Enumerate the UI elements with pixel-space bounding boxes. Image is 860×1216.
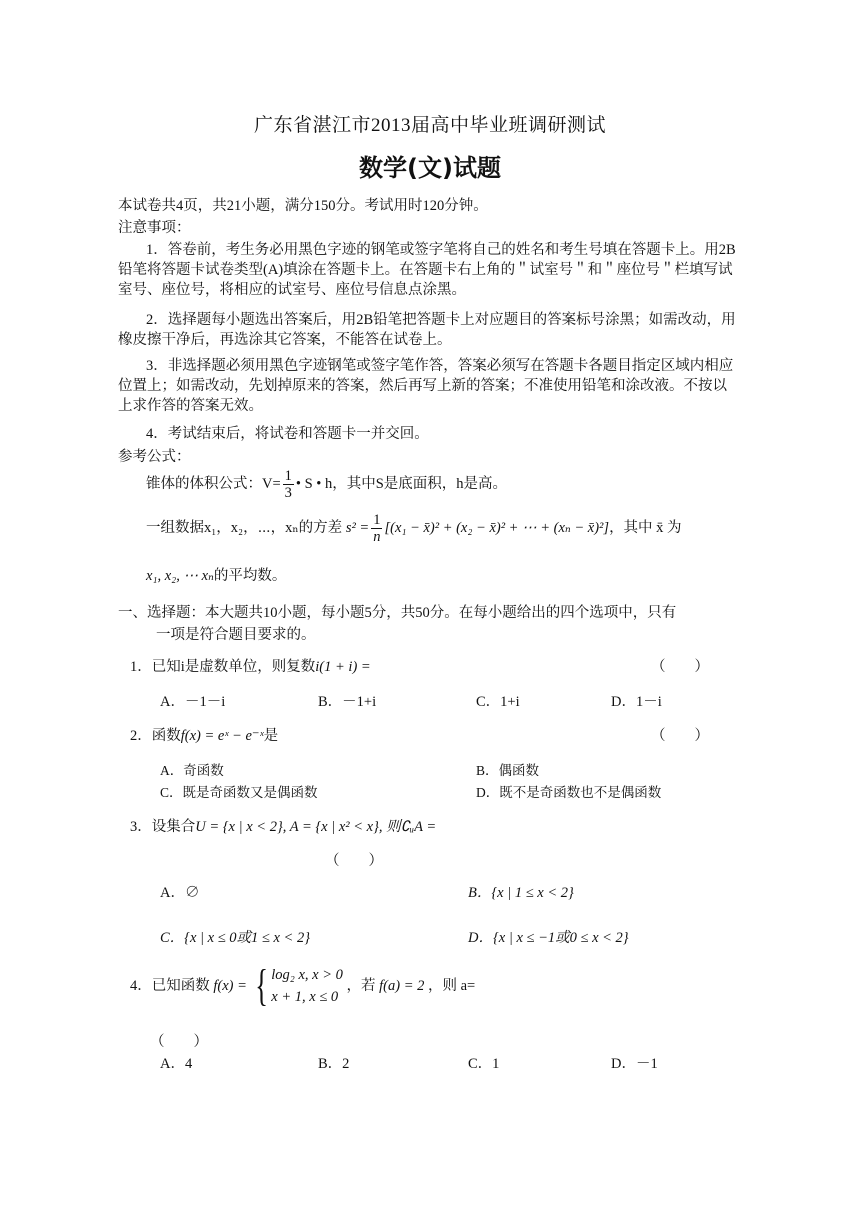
question-1-option-a: A．－1－i	[160, 694, 226, 710]
question-1-option-d: D．1－i	[611, 694, 662, 710]
question-4-text-end: ，则 a=	[428, 978, 476, 994]
question-4-stem	[130, 961, 476, 1010]
exam-intro: 本试卷共4页，共21小题，满分150分。考试用时120分钟。	[118, 198, 488, 214]
question-3-stem	[130, 817, 436, 837]
formula-variance	[146, 512, 682, 545]
question-1-option-b: B．－1+i	[318, 694, 377, 710]
section-one-heading: 一、选择题：本大题共10小题，每小题5分，共50分。在每小题给出的四个选项中，只有	[118, 605, 677, 621]
question-1-text: 1．已知i是虚数单位，则复数	[130, 659, 316, 675]
question-4-text: 4．已知函数	[130, 978, 210, 994]
formula-variance-suffix: ，其中 x̄ 为	[609, 519, 682, 536]
piecewise-case-2: x + 1, x ≤ 0	[271, 989, 339, 1005]
question-1-stem	[130, 657, 371, 677]
question-4-option-d: D．－1	[611, 1056, 658, 1072]
notice-item-3: 3．非选择题必须用黑色字迹钢笔或签字笔作答，答案必须写在答题卡各题目指定区域内相应位置上；如需改动，先划掉原来的答案，然后再写上新的答案；不准使用铅笔和涂改液。不按以上求作答的答案无效。	[118, 358, 734, 414]
question-2-option-c: C．既是奇函数又是偶函数	[160, 785, 318, 800]
formula-heading: 参考公式：	[118, 449, 191, 465]
exam-title-line1: 广东省湛江市2013届高中毕业班调研测试	[253, 115, 606, 136]
question-2-option-d: D．既不是奇函数也不是偶函数	[476, 785, 662, 800]
formula-variance-line2	[146, 566, 286, 586]
question-4-option-b: B．2	[318, 1056, 350, 1072]
formula-volume-suffix: • S • h，其中S是底面积，h是高。	[295, 475, 508, 492]
variance-lhs: s² =	[345, 519, 370, 536]
question-4-option-c: C．1	[468, 1056, 500, 1072]
question-4-condition: f(a) = 2	[379, 978, 425, 994]
exam-title-line2: 数学(文)试题	[359, 154, 501, 182]
question-4-text-mid: ，若	[346, 978, 376, 994]
question-2-option-a: A．奇函数	[160, 763, 224, 778]
question-4-function-lhs: f(x) =	[213, 978, 247, 994]
question-1-option-c: C．1+i	[476, 694, 520, 710]
notice-item-1: 1．答卷前，考生务必用黑色字迹的钢笔或签字笔将自己的姓名和考生号填在答题卡上。用2B铅笔将答题卡试卷类型(A)填涂在答题卡上。在答题卡右上角的＂试室号＂和＂座位号＂栏填写试室号、座位号，将相应的试室号、座位号信息点涂黑。	[118, 242, 736, 298]
question-3-option-c: C．{x | x ≤ 0或1 ≤ x < 2}	[160, 930, 311, 946]
formula-volume	[146, 468, 507, 501]
question-2-text-end: 是	[263, 728, 279, 744]
question-4-option-a: A．4	[160, 1056, 193, 1072]
fraction-numerator: 1	[284, 468, 292, 484]
notice-item-2: 2．选择题每小题选出答案后，用2B铅笔把答题卡上对应题目的答案标号涂黑；如需改动，用橡皮擦干净后，再选涂其它答案，不能答在试卷上。	[118, 312, 736, 348]
question-3-option-d: D．{x | x ≤ −1或0 ≤ x < 2}	[468, 930, 629, 946]
variance-body: [(x₁ − x̄)² + (x₂ − x̄)² + ⋯ + (xₙ − x̄)²]	[384, 519, 610, 536]
fraction-denominator: n	[373, 529, 381, 545]
notice-heading: 注意事项：	[118, 220, 191, 236]
piecewise-brace: {	[254, 961, 268, 1010]
question-2-option-b: B．偶函数	[476, 763, 540, 778]
piecewise-case-1: log₂ x, x > 0	[271, 967, 343, 983]
question-2-math: f(x) = eˣ − e⁻ˣ	[180, 728, 264, 744]
section-one-heading-cont: 一项是符合题目要求的。	[156, 627, 316, 643]
fraction-denominator: 3	[284, 485, 292, 501]
piecewise-cases	[271, 964, 343, 1008]
question-2-stem	[130, 726, 278, 746]
question-3-text: 3．设集合	[130, 819, 196, 835]
formula-variance-prefix: 一组数据x₁，x₂，⋯，xₙ的方差	[146, 519, 343, 536]
question-1-answer-paren: （ ）	[651, 659, 709, 675]
formula-volume-prefix: 锥体的体积公式：V=	[146, 475, 281, 492]
question-3-answer-paren: （ ）	[325, 853, 383, 869]
question-2-answer-paren: （ ）	[651, 728, 709, 744]
question-2-text: 2．函数	[130, 728, 181, 744]
fraction-one-third	[283, 468, 294, 501]
question-3-option-b: B．{x | 1 ≤ x < 2}	[468, 885, 574, 901]
question-3-option-a: A．∅	[160, 885, 200, 901]
fraction-numerator: 1	[373, 512, 381, 528]
sample-list: x₁, x₂, ⋯ xₙ	[146, 568, 214, 584]
question-3-math: U = {x | x < 2}, A = {x | x² < x}, 则∁ᵤA =	[195, 819, 437, 835]
notice-item-4: 4．考试结束后，将试卷和答题卡一并交回。	[146, 426, 429, 442]
fraction-one-over-n	[371, 512, 382, 545]
question-1-math: i(1 + i) =	[315, 659, 371, 675]
mean-description: 的平均数。	[213, 568, 287, 584]
question-4-answer-paren: （ ）	[150, 1034, 208, 1050]
